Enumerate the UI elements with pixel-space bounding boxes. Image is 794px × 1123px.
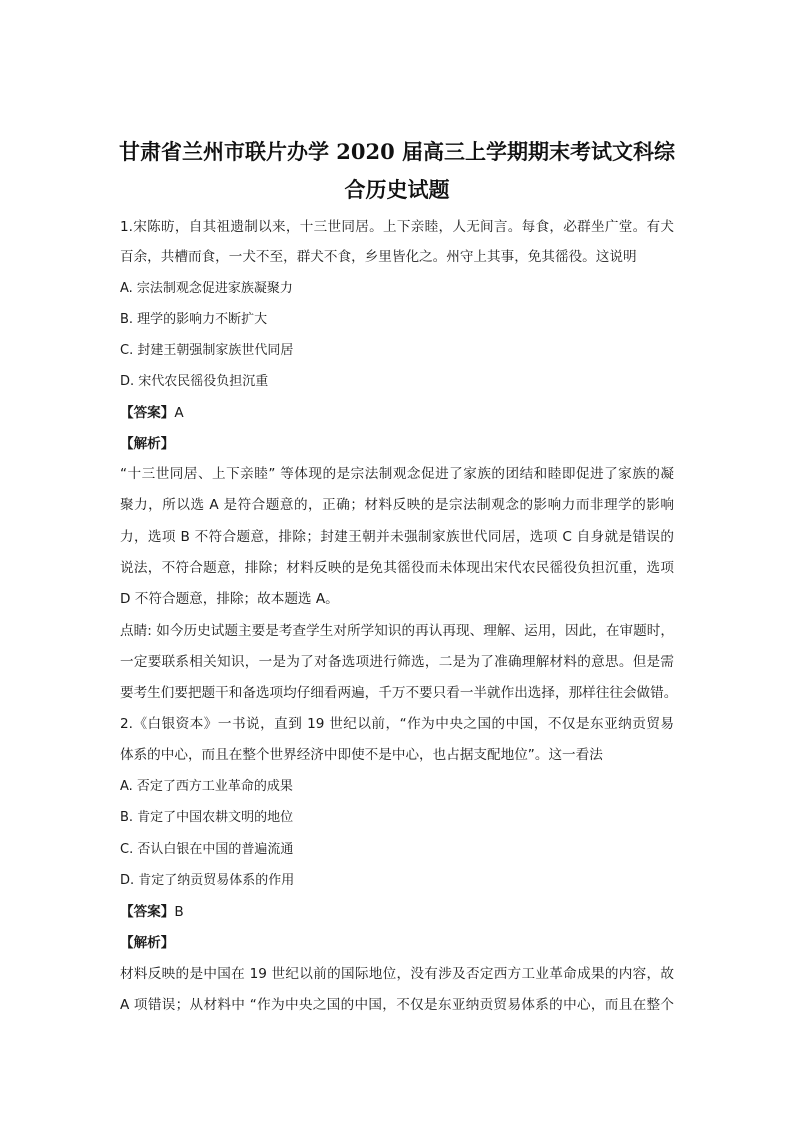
q2-answer-label: 【答案】 (120, 904, 175, 920)
q1-analysis-line-4: 说法，不符合题意，排除；材料反映的是免其徭役而未体现出宋代农民徭役负担沉重，选项 (120, 560, 674, 576)
q1-option-c: C. 封建王朝强制家族世代同居 (120, 343, 294, 358)
q1-answer (120, 402, 184, 424)
q1-analysis-line-1: “十三世同居、上下亲睦” 等体现的是宗法制观念促进了家族的团结和睦即促进了家族的凝 (120, 466, 674, 482)
q1-analysis-line-2: 聚力，所以选 A 是符合题意的，正确；材料反映的是宗法制观念的影响力而非理学的影响 (120, 497, 674, 513)
q2-option-a: A. 否定了西方工业革命的成果 (120, 779, 293, 794)
q1-answer-label: 【答案】 (120, 405, 175, 421)
q2-option-c: C. 否认白银在中国的普遍流通 (120, 842, 294, 857)
q1-option-d: D. 宋代农民徭役负担沉重 (120, 374, 269, 389)
q1-note-line-2: 一定要联系相关知识，一是为了对备选项进行筛选，二是为了准确理解材料的意思。但是需 (120, 654, 674, 670)
q1-note-line-3: 要考生们要把题干和备选项均仔细看两遍，千万不要只看一半就作出选择，那样往往会做错。 (120, 685, 678, 701)
document-title-line-1: 甘肃省兰州市联片办学 2020 届高三上学期期末考试文科综 (118, 139, 676, 164)
q1-option-b: B. 理学的影响力不断扩大 (120, 312, 268, 327)
q2-answer-value: B (174, 904, 184, 920)
q2-stem-line-1: 2.《白银资本》一书说，直到 19 世纪以前，“作为中央之国的中国，不仅是东亚纳贡贸易 (120, 716, 674, 732)
q1-stem-line-1: 1.宋陈昉，自其祖遗制以来，十三世同居。上下亲睦，人无间言。每食，必群坐广堂。有犬 (120, 219, 674, 235)
q1-stem-line-2: 百余，共槽而食，一犬不至，群犬不食，乡里皆化之。州守上其事，免其徭役。这说明 (120, 249, 637, 265)
q1-answer-value: A (174, 405, 184, 421)
q2-analysis-label: 【解析】 (120, 935, 175, 951)
document-title-line-2: 合历史试题 (344, 177, 450, 202)
q2-stem-line-2: 体系的中心，而且在整个世界经济中即使不是中心，也占据支配地位”。这一看法 (120, 747, 603, 763)
q2-analysis-line-1: 材料反映的是中国在 19 世纪以前的国际地位，没有涉及否定西方工业革命成果的内容，故 (120, 966, 674, 982)
q1-analysis-line-5: D 不符合题意，排除；故本题选 A。 (120, 591, 339, 607)
q2-analysis-line-2: A 项错误；从材料中 “作为中央之国的中国，不仅是东亚纳贡贸易体系的中心，而且在整个 (120, 997, 674, 1013)
q1-note-line-1: 点睛: 如今历史试题主要是考查学生对所学知识的再认再现、理解、运用，因此，在审题时， (120, 623, 674, 639)
q2-answer (120, 901, 184, 923)
q1-analysis-label: 【解析】 (120, 436, 175, 452)
q2-option-d: D. 肯定了纳贡贸易体系的作用 (120, 873, 295, 888)
q2-option-b: B. 肯定了中国农耕文明的地位 (120, 810, 294, 825)
q1-option-a: A. 宗法制观念促进家族凝聚力 (120, 281, 293, 296)
q1-analysis-line-3: 力，选项 B 不符合题意，排除；封建王朝并未强制家族世代同居，选项 C 自身就是错误的 (120, 529, 674, 545)
